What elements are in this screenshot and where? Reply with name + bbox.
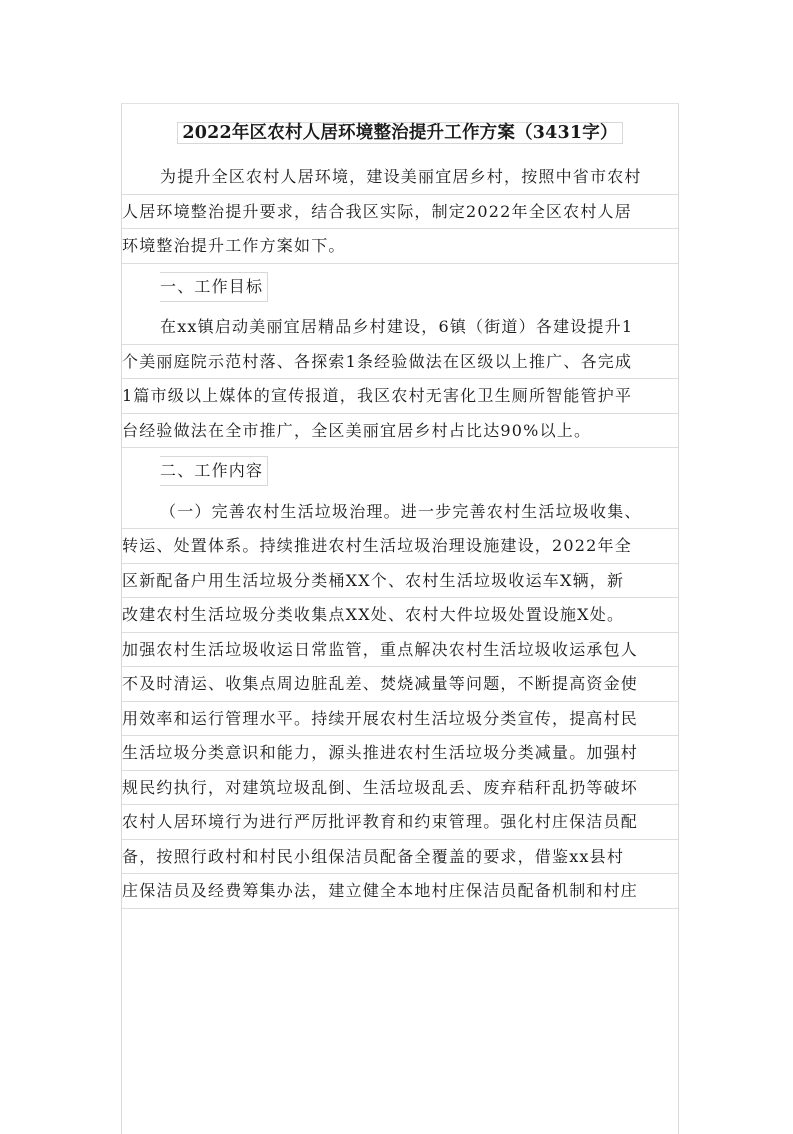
section-heading-goals: [122, 270, 678, 305]
goals-line: 台经验做法在全市推广，全区美丽宜居乡村占比达90%以上。: [122, 414, 678, 449]
intro-line: 环境整治提升工作方案如下。: [122, 229, 678, 264]
goals-line: 个美丽庭院示范村落、各探索1条经验做法在区级以上推广、各完成: [122, 345, 678, 380]
section-heading-content: [122, 454, 678, 489]
content-line: 规民约执行，对建筑垃圾乱倒、生活垃圾乱丢、废弃秸秆乱扔等破坏: [122, 771, 678, 806]
intro-paragraph: [122, 160, 678, 264]
goals-line: 在xx镇启动美丽宜居精品乡村建设，6镇（街道）各建设提升1: [122, 310, 678, 345]
document-body: [121, 103, 679, 1134]
content-line: （一）完善农村生活垃圾治理。进一步完善农村生活垃圾收集、: [122, 495, 678, 530]
content-line: 改建农村生活垃圾分类收集点XX处、农村大件垃圾处置设施X处。: [122, 598, 678, 633]
content-line: 庄保洁员及经费筹集办法，建立健全本地村庄保洁员配备机制和村庄: [122, 874, 678, 909]
goals-line: 1篇市级以上媒体的宣传报道，我区农村无害化卫生厕所智能管护平: [122, 379, 678, 414]
goals-paragraph: [122, 310, 678, 448]
content-line: 转运、处置体系。持续推进农村生活垃圾治理设施建设，2022年全: [122, 529, 678, 564]
content-line: 生活垃圾分类意识和能力，源头推进农村生活垃圾分类减量。加强村: [122, 736, 678, 771]
content-line: 备，按照行政村和村民小组保洁员配备全覆盖的要求，借鉴xx县村: [122, 840, 678, 875]
content-line: 用效率和运行管理水平。持续开展农村生活垃圾分类宣传，提高村民: [122, 702, 678, 737]
content-line: 区新配备户用生活垃圾分类桶XX个、农村生活垃圾收运车X辆，新: [122, 564, 678, 599]
intro-line: 人居环境整治提升要求，结合我区实际，制定2022年全区农村人居: [122, 195, 678, 230]
section-heading-content-text: 二、工作内容: [160, 456, 268, 486]
content-line: 加强农村生活垃圾收运日常监管，重点解决农村生活垃圾收运承包人: [122, 633, 678, 668]
document-title-text: 2022年区农村人居环境整治提升工作方案（3431字）: [177, 122, 622, 144]
content-line: 农村人居环境行为进行严厉批评教育和约束管理。强化村庄保洁员配: [122, 805, 678, 840]
content-paragraph: [122, 495, 678, 909]
section-heading-goals-text: 一、工作目标: [160, 272, 268, 302]
document-title: [122, 118, 678, 148]
content-line: 不及时清运、收集点周边脏乱差、焚烧减量等问题，不断提高资金使: [122, 667, 678, 702]
intro-line: 为提升全区农村人居环境，建设美丽宜居乡村，按照中省市农村: [122, 160, 678, 195]
